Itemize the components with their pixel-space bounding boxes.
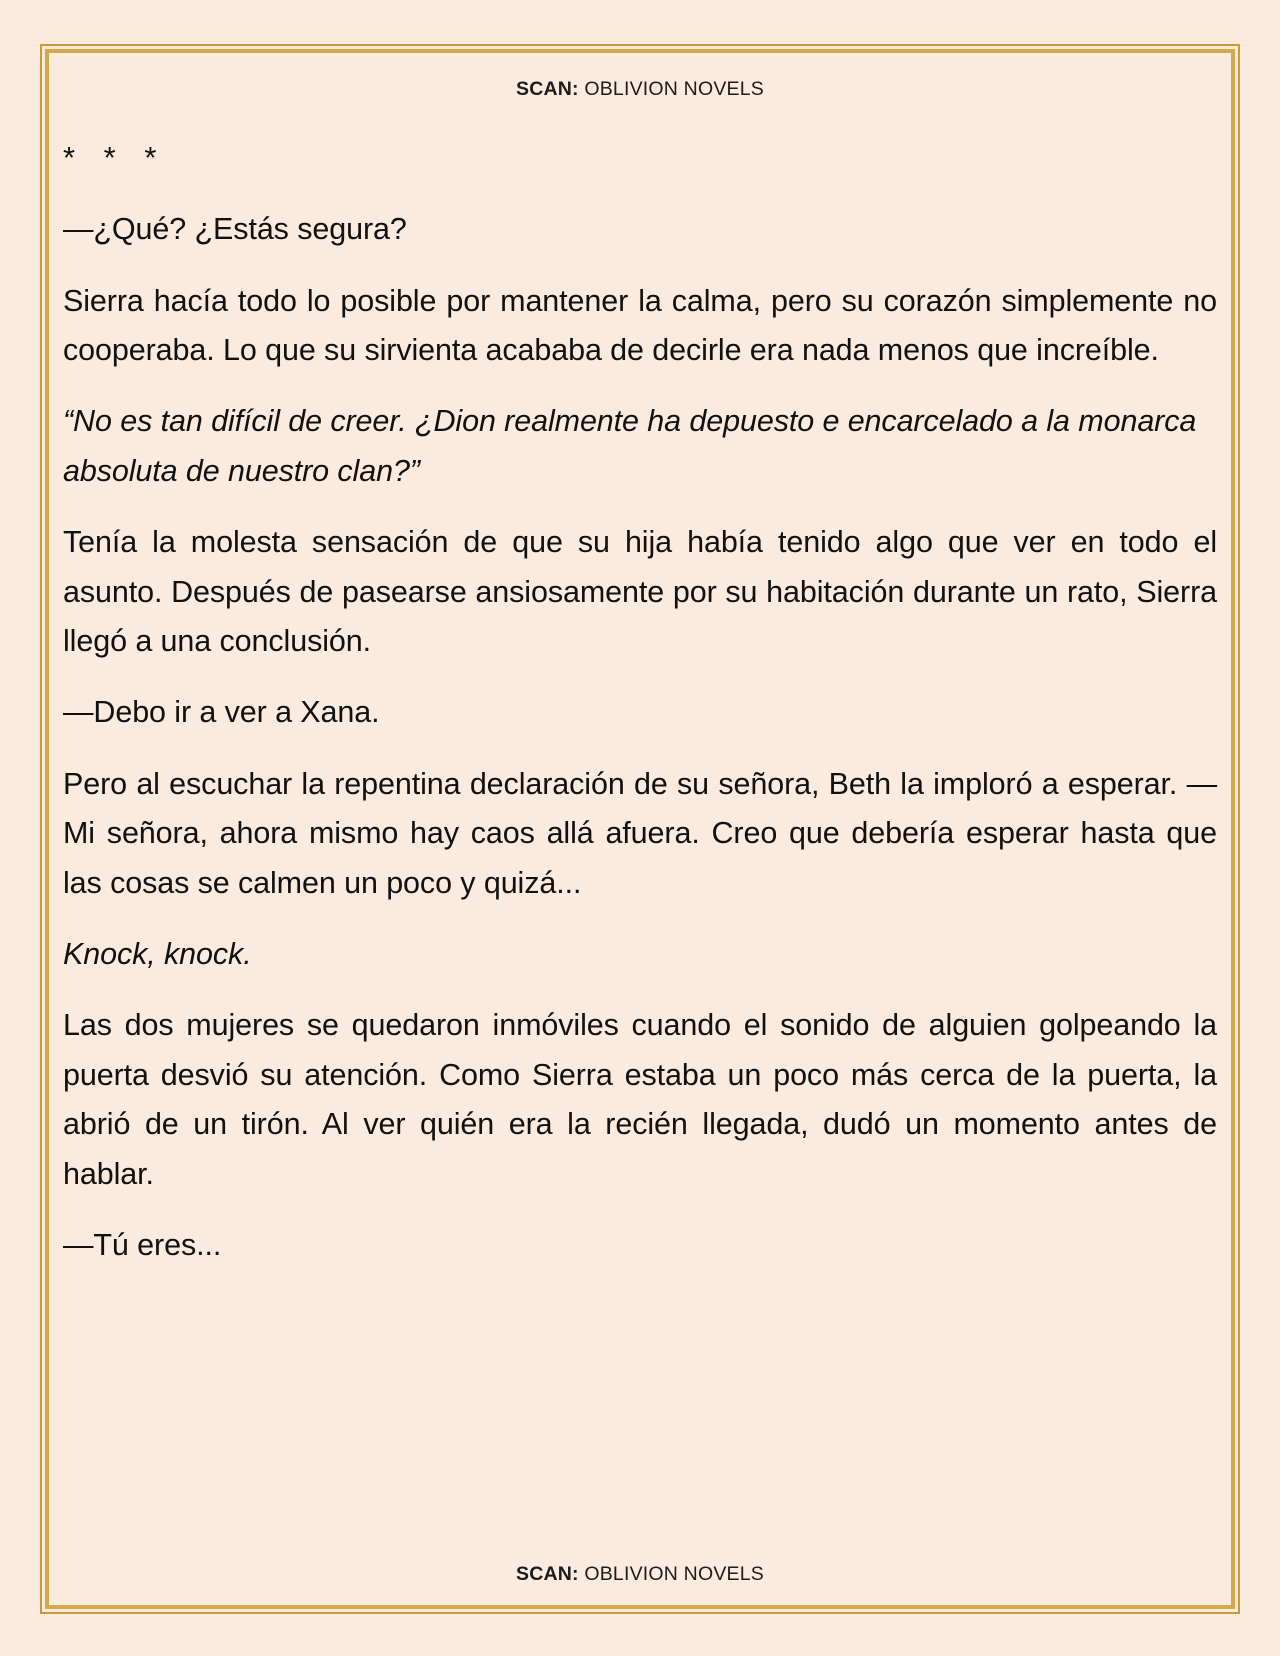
- body-paragraph: —Tú eres...: [63, 1228, 222, 1262]
- header-scan-label: SCAN:: [515, 78, 579, 100]
- body-paragraph: “No es tan difícil de creer. ¿Dion realmente ha depuesto e encarcelado a la monarca absoluta de nuestro clan?”: [63, 404, 1197, 488]
- body-paragraph: —¿Qué? ¿Estás segura?: [63, 212, 407, 247]
- novel-body-text: [63, 141, 1217, 1270]
- paragraph-list: [63, 205, 1217, 1270]
- body-paragraph: Sierra hacía todo lo posible por mantener la calma, pero su corazón simplemente no cooperaba. Lo que su sirvienta acababa de decirle era nada menos que increíble.: [63, 283, 1217, 367]
- body-paragraph: Las dos mujeres se quedaron inmóviles cuando el sonido de alguien golpeando la puerta desvió su atención. Como Sierra estaba un poco más cerca de la puerta, la abrió de un tirón. Al ver quién era la recién llegada, dudó un momento antes de hablar.: [63, 1008, 1217, 1191]
- body-paragraph: Knock, knock.: [63, 936, 252, 971]
- body-paragraph: —Debo ir a ver a Xana.: [63, 695, 380, 730]
- scene-break-asterisks: * * *: [63, 140, 167, 175]
- running-footer: [63, 1563, 1217, 1586]
- footer-scan-label: SCAN:: [515, 1563, 579, 1585]
- header-source-label: OBLIVION NOVELS: [578, 78, 764, 100]
- footer-source-label: OBLIVION NOVELS: [578, 1563, 764, 1585]
- body-paragraph: Pero al escuchar la repentina declaración de su señora, Beth la imploró a esperar. —Mi señora, ahora mismo hay caos allá afuera. Creo que debería esperar hasta que las cosas se calmen un poco y quizá...: [63, 766, 1217, 900]
- body-paragraph: Tenía la molesta sensación de que su hija había tenido algo que ver en todo el asunto. Después de pasearse ansiosamente por su habitación durante un rato, Sierra llegó a una conclusión.: [63, 525, 1217, 658]
- running-header: [63, 78, 1217, 101]
- page-content: [63, 68, 1217, 1590]
